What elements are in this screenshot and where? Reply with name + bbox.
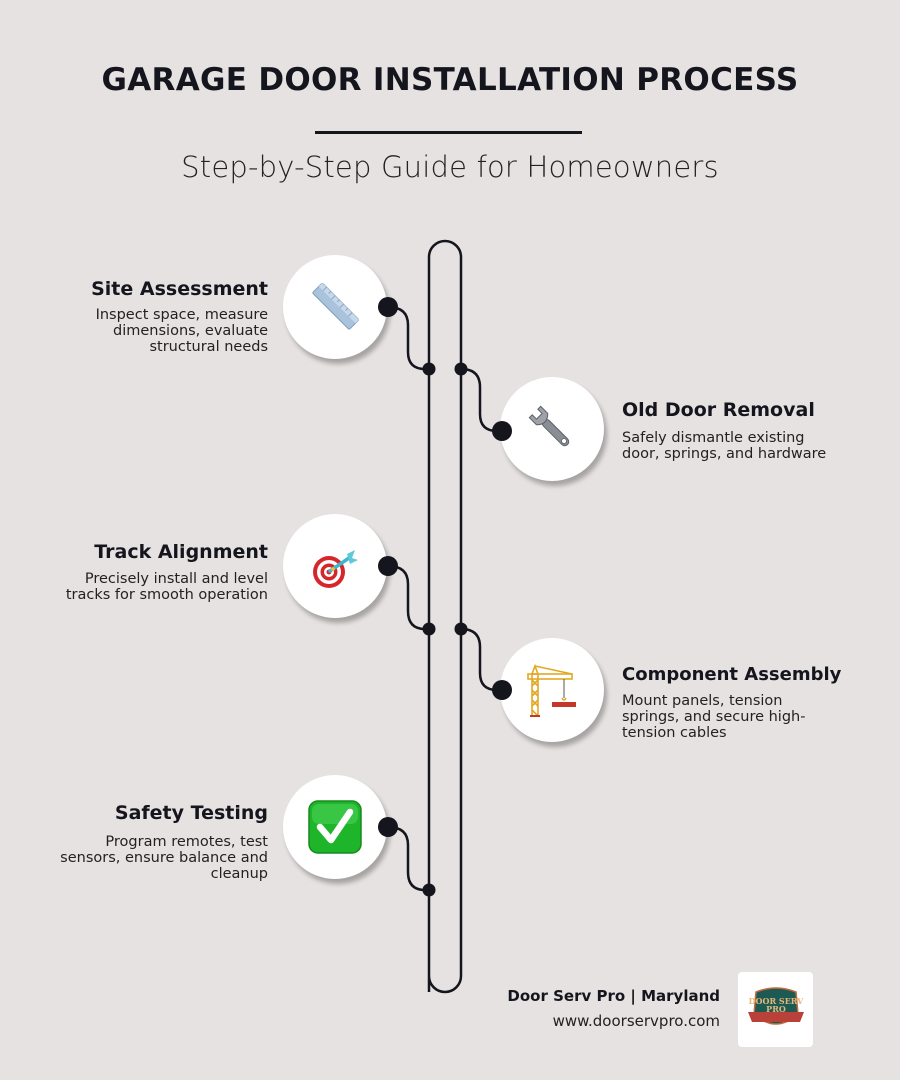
company-logo <box>738 972 813 1047</box>
target-icon <box>305 536 365 596</box>
step-node-dot <box>491 679 513 701</box>
step-node-dot <box>491 420 513 442</box>
step-icon-circle <box>283 514 387 618</box>
step-node-dot <box>377 296 399 318</box>
step-description: Inspect space, measure dimensions, evaluate structural needs <box>95 307 268 355</box>
page-subtitle: Step-by-Step Guide for Homeowners <box>181 150 719 184</box>
wrench-icon <box>524 401 580 457</box>
step-description: Safely dismantle existing door, springs, and hardware <box>622 430 827 462</box>
step-title: Safety Testing <box>114 802 268 824</box>
page-title: GARAGE DOOR INSTALLATION PROCESS <box>101 62 799 98</box>
step-description: Mount panels, tension springs, and secure high-tension cables <box>622 693 806 741</box>
junction-dot <box>455 623 468 636</box>
junction-dot <box>423 884 436 897</box>
logo-badge-icon <box>746 982 806 1038</box>
step-icon-circle <box>283 775 387 879</box>
svg-text:DOOR SERV: DOOR SERV <box>748 995 803 1006</box>
step-title: Old Door Removal <box>622 399 815 421</box>
svg-text:PRO: PRO <box>765 1003 786 1014</box>
step-icon-circle <box>500 377 604 481</box>
step-title: Track Alignment <box>94 541 268 563</box>
footer-website-link[interactable]: www.doorservpro.com <box>552 1012 720 1030</box>
junction-dot <box>455 363 468 376</box>
step-node-dot <box>377 555 399 577</box>
step-description: Program remotes, test sensors, ensure balance and cleanup <box>60 834 268 882</box>
step-icon-circle <box>283 255 387 359</box>
step-icon-circle <box>500 638 604 742</box>
check-mark-icon <box>308 800 362 854</box>
step-node-dot <box>377 816 399 838</box>
step-title: Site Assessment <box>91 278 268 300</box>
step-description: Precisely install and level tracks for smooth operation <box>65 571 268 603</box>
junction-dot <box>423 363 436 376</box>
footer-brand: Door Serv Pro | Maryland <box>507 987 720 1005</box>
junction-dot <box>423 623 436 636</box>
crane-icon <box>522 660 582 720</box>
timeline-rail <box>429 241 461 992</box>
ruler-icon <box>305 277 365 337</box>
step-title: Component Assembly <box>622 664 842 685</box>
